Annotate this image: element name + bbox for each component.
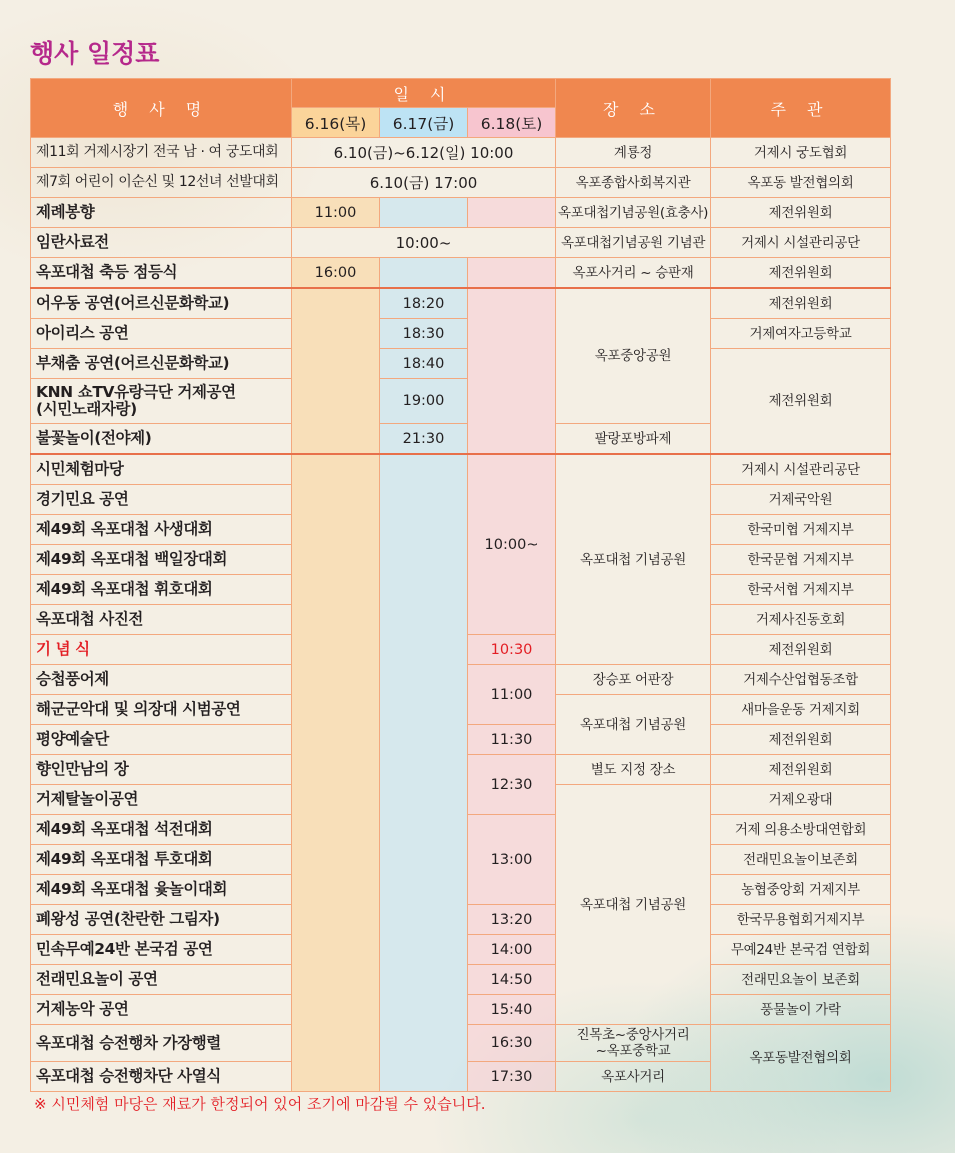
event-time-18: 13:00 xyxy=(468,815,556,905)
event-host: 한국미협 거제지부 xyxy=(711,515,891,545)
header-place: 장 소 xyxy=(556,79,711,138)
event-host: 제전위원회 xyxy=(711,198,891,228)
event-name: 향인만남의 장 xyxy=(31,755,292,785)
event-time-17 xyxy=(380,258,468,289)
event-host: 거제시 궁도협회 xyxy=(711,138,891,168)
event-name: 제7회 어린이 이순신 및 12선녀 선발대회 xyxy=(31,168,292,198)
event-name: 불꽃놀이(전야제) xyxy=(31,424,292,455)
event-name: 옥포대첩 사진전 xyxy=(31,605,292,635)
event-name: 승첩풍어제 xyxy=(31,665,292,695)
event-time-16 xyxy=(292,288,380,454)
event-host: 제전위원회 xyxy=(711,755,891,785)
event-place: 옥포사거리 xyxy=(556,1062,711,1092)
event-time-18: 16:30 xyxy=(468,1025,556,1062)
event-host: 풍물놀이 가락 xyxy=(711,995,891,1025)
table-row xyxy=(31,349,891,379)
event-place: 별도 지정 장소 xyxy=(556,755,711,785)
event-name: 제49회 옥포대첩 사생대회 xyxy=(31,515,292,545)
event-time-18: 14:50 xyxy=(468,965,556,995)
table-row xyxy=(31,258,891,289)
event-host: 제전위원회 xyxy=(711,349,891,455)
event-host: 옥포동발전협의회 xyxy=(711,1025,891,1092)
event-name: 거제탈놀이공연 xyxy=(31,785,292,815)
header-day-17: 6.17(금) xyxy=(380,108,468,138)
event-place: 옥포대첩 기념공원 xyxy=(556,695,711,755)
event-host: 거제오광대 xyxy=(711,785,891,815)
event-host: 제전위원회 xyxy=(711,635,891,665)
header-event: 행 사 명 xyxy=(31,79,292,138)
header-day-18: 6.18(토) xyxy=(468,108,556,138)
event-time-17: 19:00 xyxy=(380,379,468,424)
event-time-17: 18:40 xyxy=(380,349,468,379)
event-host: 거제수산업협동조합 xyxy=(711,665,891,695)
event-time-18: 14:00 xyxy=(468,935,556,965)
event-name: 옥포대첩 축등 점등식 xyxy=(31,258,292,289)
event-name: 임란사료전 xyxy=(31,228,292,258)
event-host: 제전위원회 xyxy=(711,725,891,755)
header-host: 주 관 xyxy=(711,79,891,138)
table-row xyxy=(31,168,891,198)
event-time-18: 10:00~ xyxy=(468,454,556,635)
event-time: 6.10(금) 17:00 xyxy=(292,168,556,198)
event-host: 제전위원회 xyxy=(711,258,891,289)
event-host: 거제시 시설관리공단 xyxy=(711,228,891,258)
event-name: 제49회 옥포대첩 윷놀이대회 xyxy=(31,875,292,905)
event-host: 거제여자고등학교 xyxy=(711,319,891,349)
event-host: 새마을운동 거제지회 xyxy=(711,695,891,725)
event-place: 옥포대첩 기념공원 xyxy=(556,785,711,1025)
event-place: 옥포대첩기념공원(효충사) xyxy=(556,198,711,228)
event-time-17: 18:30 xyxy=(380,319,468,349)
event-host: 무예24반 본국검 연합회 xyxy=(711,935,891,965)
event-place: 옥포종합사회복지관 xyxy=(556,168,711,198)
event-name: 기 념 식 xyxy=(31,635,292,665)
table-row xyxy=(31,138,891,168)
table-row xyxy=(31,198,891,228)
event-name: KNN 쇼TV유랑극단 거제공연 (시민노래자랑) xyxy=(31,379,292,424)
event-place: 장승포 어판장 xyxy=(556,665,711,695)
event-name: 경기민요 공연 xyxy=(31,485,292,515)
event-time-18: 11:30 xyxy=(468,725,556,755)
event-time-17: 21:30 xyxy=(380,424,468,455)
schedule-table xyxy=(30,78,891,1092)
event-time-16: 16:00 xyxy=(292,258,380,289)
event-time-18 xyxy=(468,288,556,454)
event-name: 제49회 옥포대첩 휘호대회 xyxy=(31,575,292,605)
event-host: 전래민요놀이보존회 xyxy=(711,845,891,875)
table-row xyxy=(31,319,891,349)
event-time-17 xyxy=(380,454,468,1092)
event-time-18: 12:30 xyxy=(468,755,556,815)
table-row xyxy=(31,454,891,485)
event-host: 옥포동 발전협의회 xyxy=(711,168,891,198)
event-place: 팔랑포방파제 xyxy=(556,424,711,455)
event-place: 옥포대첩 기념공원 xyxy=(556,454,711,665)
event-time-17: 18:20 xyxy=(380,288,468,319)
event-host: 거제 의용소방대연합회 xyxy=(711,815,891,845)
header-datetime: 일 시 xyxy=(292,79,556,108)
event-name: 거제농악 공연 xyxy=(31,995,292,1025)
event-name: 해군군악대 및 의장대 시범공연 xyxy=(31,695,292,725)
event-place: 진목초~중앙사거리 ~옥포중학교 xyxy=(556,1025,711,1062)
table-row xyxy=(31,228,891,258)
event-place: 계룡정 xyxy=(556,138,711,168)
event-name: 옥포대첩 승전행차단 사열식 xyxy=(31,1062,292,1092)
event-time: 10:00~ xyxy=(292,228,556,258)
event-name: 제49회 옥포대첩 석전대회 xyxy=(31,815,292,845)
event-host: 거제국악원 xyxy=(711,485,891,515)
event-name: 전래민요놀이 공연 xyxy=(31,965,292,995)
event-place: 옥포사거리 ~ 승판재 xyxy=(556,258,711,289)
event-time-18: 17:30 xyxy=(468,1062,556,1092)
event-name: 평양예술단 xyxy=(31,725,292,755)
event-time-18: 13:20 xyxy=(468,905,556,935)
event-place: 옥포중앙공원 xyxy=(556,288,711,424)
event-time-18: 11:00 xyxy=(468,665,556,725)
event-host: 제전위원회 xyxy=(711,288,891,319)
event-name: 아이리스 공연 xyxy=(31,319,292,349)
event-name: 부채춤 공연(어르신문화학교) xyxy=(31,349,292,379)
event-host: 농협중앙회 거제지부 xyxy=(711,875,891,905)
event-host: 거제시 시설관리공단 xyxy=(711,454,891,485)
event-name: 제49회 옥포대첩 백일장대회 xyxy=(31,545,292,575)
event-time-16 xyxy=(292,454,380,1092)
event-host: 한국서협 거제지부 xyxy=(711,575,891,605)
event-name: 제11회 거제시장기 전국 남 · 여 궁도대회 xyxy=(31,138,292,168)
event-name: 민속무예24반 본국검 공연 xyxy=(31,935,292,965)
event-host: 전래민요놀이 보존회 xyxy=(711,965,891,995)
event-time-16: 11:00 xyxy=(292,198,380,228)
event-host: 거제사진동호회 xyxy=(711,605,891,635)
event-host: 한국무용협회거제지부 xyxy=(711,905,891,935)
event-time-18 xyxy=(468,198,556,228)
event-time: 6.10(금)~6.12(일) 10:00 xyxy=(292,138,556,168)
event-place: 옥포대첩기념공원 기념관 xyxy=(556,228,711,258)
event-name: 제49회 옥포대첩 투호대회 xyxy=(31,845,292,875)
header-day-16: 6.16(목) xyxy=(292,108,380,138)
event-time-18: 15:40 xyxy=(468,995,556,1025)
event-name: 옥포대첩 승전행차 가장행렬 xyxy=(31,1025,292,1062)
event-name: 어우동 공연(어르신문화학교) xyxy=(31,288,292,319)
event-time-18: 10:30 xyxy=(468,635,556,665)
event-name: 폐왕성 공연(찬란한 그림자) xyxy=(31,905,292,935)
event-host: 한국문협 거제지부 xyxy=(711,545,891,575)
event-time-18 xyxy=(468,258,556,289)
event-time-17 xyxy=(380,198,468,228)
page-title: 행사 일정표 xyxy=(30,39,160,68)
event-name: 제례봉향 xyxy=(31,198,292,228)
footnote: ※ 시민체험 마당은 재료가 한정되어 있어 조기에 마감될 수 있습니다. xyxy=(34,1095,486,1113)
table-row xyxy=(31,288,891,319)
event-name: 시민체험마당 xyxy=(31,454,292,485)
